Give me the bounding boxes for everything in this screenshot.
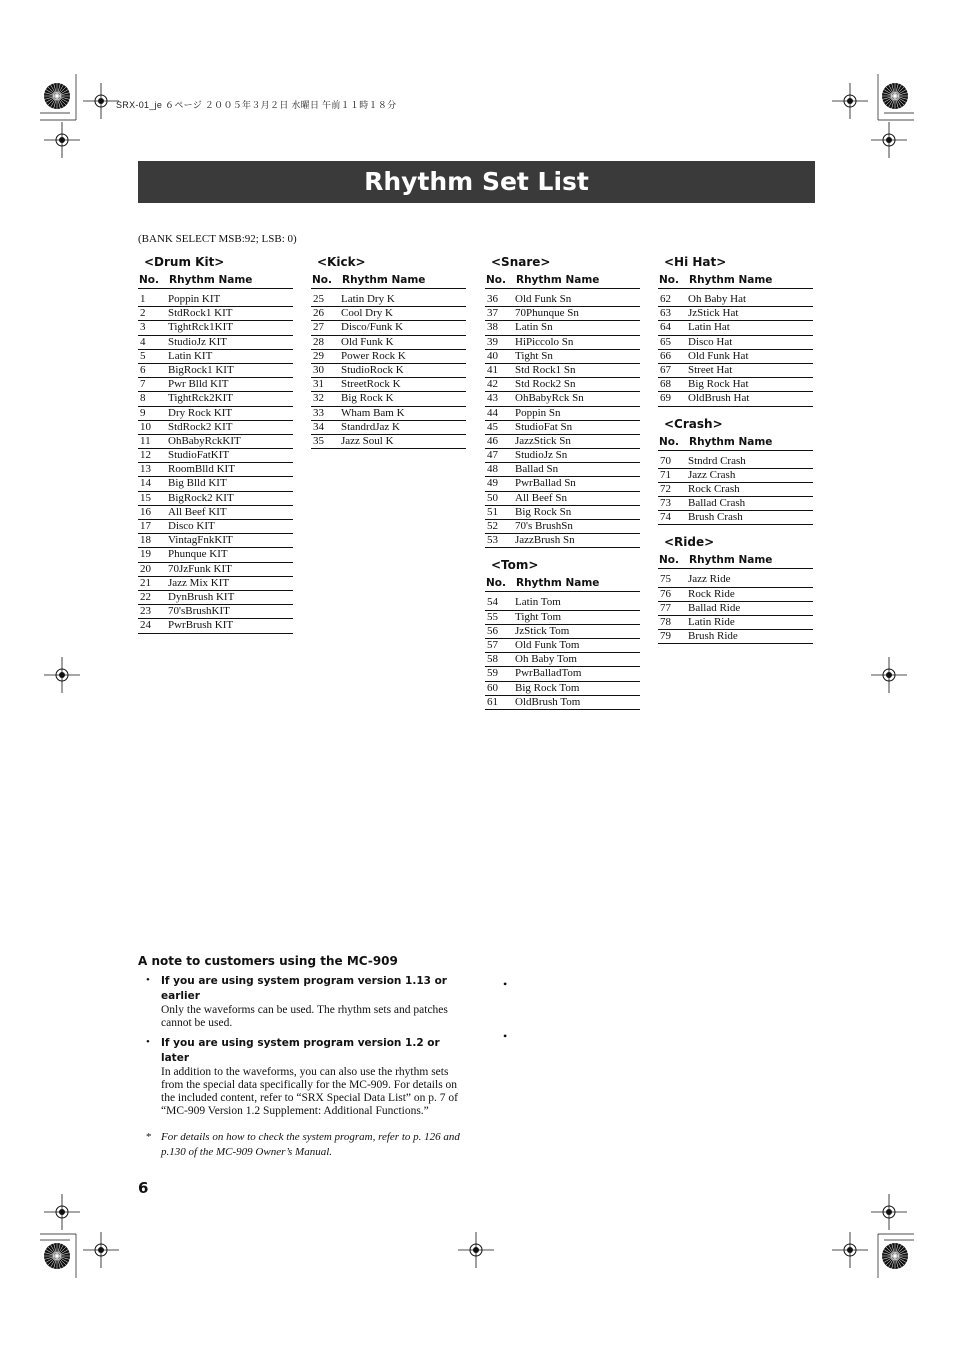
table-row bbox=[485, 506, 640, 520]
rhythm-number: 75 bbox=[660, 573, 671, 586]
rhythm-name: Power Rock K bbox=[341, 349, 406, 362]
table-row bbox=[485, 596, 640, 610]
table-row bbox=[658, 293, 813, 307]
rhythm-name: Big Rock Tom bbox=[515, 681, 580, 694]
table-column bbox=[485, 254, 640, 710]
rhythm-name: All Beef Sn bbox=[515, 491, 567, 504]
table-rows bbox=[485, 293, 640, 548]
rhythm-name: StudioJz KIT bbox=[168, 335, 227, 348]
page-title: Rhythm Set List bbox=[364, 167, 589, 196]
rhythm-name: VintagFnkKIT bbox=[168, 534, 233, 547]
footnote bbox=[138, 1130, 468, 1160]
rhythm-name: Dry Rock KIT bbox=[168, 406, 233, 419]
rhythm-name: Wham Bam K bbox=[341, 406, 405, 419]
table-row bbox=[311, 364, 466, 378]
rhythm-number: 22 bbox=[140, 590, 151, 603]
table-row bbox=[311, 350, 466, 364]
table-row bbox=[485, 364, 640, 378]
rhythm-number: 9 bbox=[140, 406, 146, 419]
rhythm-number: 72 bbox=[660, 482, 671, 495]
table-row bbox=[138, 364, 293, 378]
rhythm-name: Jazz Soul K bbox=[341, 434, 394, 447]
rhythm-number: 71 bbox=[660, 468, 671, 481]
table-row bbox=[658, 364, 813, 378]
section-title: <Ride> bbox=[664, 535, 715, 550]
rhythm-name: Cool Dry K bbox=[341, 307, 393, 320]
rhythm-number: 32 bbox=[313, 392, 324, 405]
table-row bbox=[138, 563, 293, 577]
rhythm-name: TightRck1KIT bbox=[168, 321, 233, 334]
table-row bbox=[658, 483, 813, 497]
note-item-body: In addition to the waveforms, you can also use the rhythm sets from the special data specifically for the MC-909. For details on the included content, refer to “SRX Special Data List” on p. 7 of “MC-909 Version 1.2 Supplement: Additional Functions.” bbox=[161, 1066, 458, 1117]
rhythm-number: 34 bbox=[313, 420, 324, 433]
rhythm-name: 70Phunque Sn bbox=[515, 307, 579, 320]
note-item-body: Only the waveforms can be used. The rhythm sets and patches cannot be used. bbox=[161, 1004, 448, 1029]
rhythm-number: 33 bbox=[313, 406, 324, 419]
rhythm-number: 77 bbox=[660, 601, 671, 614]
table-row bbox=[138, 463, 293, 477]
table-row bbox=[658, 573, 813, 587]
table-row bbox=[138, 336, 293, 350]
rhythm-name: Disco/Funk K bbox=[341, 321, 404, 334]
rhythm-name: Jazz Ride bbox=[688, 573, 731, 586]
table-row bbox=[138, 435, 293, 449]
rhythm-name: Latin Ride bbox=[688, 616, 735, 628]
print-header-line: SRX-01_je ６ページ ２００５年３月２日 水曜日 午前１１時１８分 bbox=[116, 100, 397, 110]
table-row bbox=[485, 667, 640, 681]
table-header bbox=[658, 274, 813, 289]
rhythm-name: Stndrd Crash bbox=[688, 454, 746, 467]
table-column bbox=[311, 254, 466, 449]
table-row bbox=[138, 520, 293, 534]
rhythm-number: 3 bbox=[140, 321, 146, 334]
rhythm-number: 51 bbox=[487, 505, 498, 518]
header-no: No. bbox=[139, 274, 159, 286]
rhythm-name: Brush Crash bbox=[688, 511, 743, 524]
table-row bbox=[485, 392, 640, 406]
table-row bbox=[138, 307, 293, 321]
table-header bbox=[311, 274, 466, 289]
title-bar bbox=[138, 161, 815, 203]
header-name: Rhythm Name bbox=[516, 577, 600, 590]
rhythm-name: Old Funk Sn bbox=[515, 293, 572, 305]
rhythm-name: Latin Dry K bbox=[341, 293, 395, 305]
table-rows bbox=[311, 293, 466, 449]
rhythm-number: 78 bbox=[660, 616, 671, 628]
rhythm-number: 76 bbox=[660, 587, 671, 600]
table-row bbox=[485, 492, 640, 506]
table-row bbox=[658, 321, 813, 335]
rhythm-name: Big Rock K bbox=[341, 392, 394, 405]
rhythm-number: 13 bbox=[140, 463, 151, 476]
rhythm-name: StreetRock K bbox=[341, 378, 401, 391]
mc909-note bbox=[138, 954, 468, 1160]
rhythm-number: 44 bbox=[487, 406, 498, 419]
table-row bbox=[138, 591, 293, 605]
table-column bbox=[658, 254, 813, 644]
table-row bbox=[311, 293, 466, 307]
table-row bbox=[658, 455, 813, 469]
rhythm-number: 40 bbox=[487, 349, 498, 362]
table-row bbox=[138, 293, 293, 307]
rhythm-number: 73 bbox=[660, 497, 671, 510]
section-title: <Tom> bbox=[491, 558, 539, 573]
rhythm-number: 39 bbox=[487, 335, 498, 348]
rhythm-number: 74 bbox=[660, 511, 671, 524]
rhythm-name: StudioFat Sn bbox=[515, 420, 573, 433]
table-row bbox=[658, 378, 813, 392]
table-row bbox=[658, 630, 813, 644]
table-row bbox=[485, 307, 640, 321]
footnote-text: For details on how to check the system program, refer to p. 126 and p.130 of the MC-909 Owner’s Manual. bbox=[161, 1131, 460, 1158]
rhythm-number: 35 bbox=[313, 434, 324, 447]
rhythm-name: Latin Tom bbox=[515, 596, 561, 609]
rhythm-name: OldBrush Hat bbox=[688, 392, 750, 405]
table-row bbox=[311, 307, 466, 321]
table-rows bbox=[658, 573, 813, 644]
table-row bbox=[485, 611, 640, 625]
table-row bbox=[658, 602, 813, 616]
rhythm-name: All Beef KIT bbox=[168, 505, 227, 518]
rhythm-name: Ballad Ride bbox=[688, 601, 741, 614]
table-row bbox=[658, 511, 813, 525]
table-row bbox=[311, 421, 466, 435]
rhythm-name: 70JzFunk KIT bbox=[168, 562, 232, 575]
rhythm-number: 47 bbox=[487, 449, 498, 462]
table-row bbox=[485, 336, 640, 350]
rhythm-name: StudioFatKIT bbox=[168, 449, 230, 462]
table-row bbox=[485, 639, 640, 653]
table-row bbox=[138, 449, 293, 463]
table-row bbox=[138, 506, 293, 520]
rhythm-name: Std Rock1 Sn bbox=[515, 363, 576, 376]
rhythm-number: 48 bbox=[487, 463, 498, 476]
table-row bbox=[311, 321, 466, 335]
rhythm-number: 14 bbox=[140, 477, 151, 490]
rhythm-name: Poppin Sn bbox=[515, 406, 561, 419]
section-gap bbox=[485, 548, 640, 557]
table-rows bbox=[658, 455, 813, 526]
rhythm-name: Jazz Crash bbox=[688, 468, 736, 481]
rhythm-name: Brush Ride bbox=[688, 630, 738, 643]
table-row bbox=[485, 378, 640, 392]
footnote-mark: * bbox=[146, 1131, 152, 1143]
rhythm-name: OldBrush Tom bbox=[515, 695, 581, 708]
table-row bbox=[485, 293, 640, 307]
rhythm-number: 26 bbox=[313, 307, 324, 320]
rhythm-number: 19 bbox=[140, 548, 151, 561]
section-title: <Drum Kit> bbox=[144, 255, 225, 269]
bullet-glyph: • bbox=[146, 974, 150, 986]
rhythm-number: 45 bbox=[487, 420, 498, 433]
rhythm-name: Big Rock Sn bbox=[515, 505, 572, 518]
rhythm-name: StdRock1 KIT bbox=[168, 307, 233, 320]
table-row bbox=[485, 477, 640, 491]
rhythm-number: 6 bbox=[140, 363, 146, 376]
table-row bbox=[485, 520, 640, 534]
rhythm-name: StandrdJaz K bbox=[341, 420, 400, 433]
rhythm-number: 5 bbox=[140, 349, 146, 362]
table-row bbox=[658, 336, 813, 350]
table-row bbox=[658, 307, 813, 321]
rhythm-number: 31 bbox=[313, 378, 324, 391]
rhythm-number: 1 bbox=[140, 293, 146, 305]
rhythm-number: 38 bbox=[487, 321, 498, 334]
rhythm-number: 55 bbox=[487, 610, 498, 623]
rhythm-name: Latin Hat bbox=[688, 321, 730, 334]
rhythm-number: 50 bbox=[487, 491, 498, 504]
rhythm-number: 66 bbox=[660, 349, 671, 362]
table-row bbox=[138, 421, 293, 435]
table-header bbox=[485, 577, 640, 592]
header-no: No. bbox=[312, 274, 332, 286]
header-no: No. bbox=[659, 554, 679, 567]
rhythm-number: 67 bbox=[660, 363, 671, 376]
note-item-title: If you are using system program version 1.13 or earlier bbox=[161, 975, 447, 1002]
rhythm-name: Phunque KIT bbox=[168, 548, 228, 561]
rhythm-number: 46 bbox=[487, 434, 498, 447]
table-header bbox=[658, 436, 813, 451]
table-rows bbox=[658, 293, 813, 407]
rhythm-number: 7 bbox=[140, 378, 146, 391]
rhythm-name: Big Blld KIT bbox=[168, 477, 227, 490]
section-title: <Crash> bbox=[664, 416, 723, 431]
rhythm-name: Rock Crash bbox=[688, 482, 740, 495]
rhythm-name: Rock Ride bbox=[688, 587, 735, 600]
rhythm-number: 21 bbox=[140, 576, 151, 589]
rhythm-number: 37 bbox=[487, 307, 498, 320]
rhythm-number: 64 bbox=[660, 321, 671, 334]
rhythm-number: 41 bbox=[487, 363, 498, 376]
rhythm-name: Old Funk Hat bbox=[688, 349, 749, 362]
rhythm-number: 27 bbox=[313, 321, 324, 334]
rhythm-number: 36 bbox=[487, 293, 498, 305]
rhythm-number: 24 bbox=[140, 619, 151, 632]
header-name: Rhythm Name bbox=[516, 274, 600, 286]
header-no: No. bbox=[486, 577, 506, 590]
header-no: No. bbox=[659, 274, 679, 286]
bullet-glyph: • bbox=[503, 977, 508, 991]
rhythm-number: 25 bbox=[313, 293, 324, 305]
bullet-glyph: • bbox=[146, 1036, 150, 1048]
rhythm-name: StudioJz Sn bbox=[515, 449, 568, 462]
note-item bbox=[138, 974, 468, 1030]
table-row bbox=[658, 497, 813, 511]
section-title: <Snare> bbox=[491, 255, 551, 269]
rhythm-name: OhBabyRckKIT bbox=[168, 434, 241, 447]
rhythm-number: 58 bbox=[487, 653, 498, 666]
rhythm-number: 68 bbox=[660, 378, 671, 391]
rhythm-number: 30 bbox=[313, 363, 324, 376]
table-row bbox=[138, 378, 293, 392]
table-row bbox=[485, 421, 640, 435]
rhythm-number: 70 bbox=[660, 454, 671, 467]
rhythm-number: 56 bbox=[487, 624, 498, 637]
rhythm-name: StudioRock K bbox=[341, 363, 404, 376]
rhythm-number: 11 bbox=[140, 434, 151, 447]
rhythm-name: OhBabyRck Sn bbox=[515, 392, 584, 405]
rhythm-number: 4 bbox=[140, 335, 146, 348]
header-name: Rhythm Name bbox=[342, 274, 426, 286]
section-title: <Kick> bbox=[317, 255, 366, 269]
rhythm-name: Pwr Blld KIT bbox=[168, 378, 229, 391]
table-header bbox=[658, 554, 813, 569]
table-rows bbox=[138, 293, 293, 634]
table-row bbox=[485, 321, 640, 335]
rhythm-name: DynBrush KIT bbox=[168, 590, 235, 603]
table-rows bbox=[485, 596, 640, 710]
header-name: Rhythm Name bbox=[689, 554, 773, 567]
table-column bbox=[138, 254, 293, 634]
table-row bbox=[658, 350, 813, 364]
rhythm-number: 53 bbox=[487, 534, 498, 547]
table-row bbox=[485, 463, 640, 477]
section-title: <Hi Hat> bbox=[664, 255, 727, 269]
rhythm-number: 10 bbox=[140, 420, 151, 433]
table-row bbox=[485, 435, 640, 449]
header-name: Rhythm Name bbox=[689, 274, 773, 286]
rhythm-name: JazzBrush Sn bbox=[515, 534, 575, 547]
table-row bbox=[138, 392, 293, 406]
note-item bbox=[138, 1036, 468, 1118]
rhythm-number: 65 bbox=[660, 335, 671, 348]
rhythm-name: Jazz Mix KIT bbox=[168, 576, 230, 589]
rhythm-number: 52 bbox=[487, 520, 498, 532]
rhythm-number: 42 bbox=[487, 378, 498, 391]
table-row bbox=[311, 392, 466, 406]
rhythm-name: Poppin KIT bbox=[168, 293, 221, 305]
rhythm-number: 15 bbox=[140, 491, 151, 504]
rhythm-name: Ballad Sn bbox=[515, 463, 559, 476]
rhythm-number: 79 bbox=[660, 630, 671, 643]
bank-select-note: (BANK SELECT MSB:92; LSB: 0) bbox=[138, 233, 297, 245]
rhythm-name: Latin Sn bbox=[515, 321, 553, 334]
rhythm-name: StdRock2 KIT bbox=[168, 420, 233, 433]
header-name: Rhythm Name bbox=[689, 435, 773, 448]
rhythm-name: PwrBalladTom bbox=[515, 667, 582, 680]
table-row bbox=[138, 477, 293, 491]
rhythm-name: RoomBlld KIT bbox=[168, 463, 235, 476]
table-row bbox=[485, 449, 640, 463]
rhythm-name: Old Funk K bbox=[341, 335, 394, 348]
rhythm-name: Std Rock2 Sn bbox=[515, 378, 576, 391]
table-row bbox=[485, 625, 640, 639]
table-row bbox=[485, 696, 640, 710]
table-row bbox=[658, 588, 813, 602]
rhythm-name: BigRock1 KIT bbox=[168, 363, 234, 376]
section-gap bbox=[658, 525, 813, 534]
rhythm-number: 49 bbox=[487, 477, 498, 490]
rhythm-name: Disco KIT bbox=[168, 520, 215, 532]
table-row bbox=[311, 407, 466, 421]
table-header bbox=[485, 274, 640, 289]
rhythm-number: 2 bbox=[140, 307, 146, 320]
table-row bbox=[138, 548, 293, 562]
table-row bbox=[485, 534, 640, 548]
table-row bbox=[485, 653, 640, 667]
table-row bbox=[485, 350, 640, 364]
header-no: No. bbox=[659, 435, 679, 448]
note-item-title: If you are using system program version 1.2 or later bbox=[161, 1037, 440, 1064]
rhythm-number: 54 bbox=[487, 596, 498, 609]
table-row bbox=[311, 435, 466, 449]
rhythm-name: Old Funk Tom bbox=[515, 638, 580, 651]
rhythm-number: 28 bbox=[313, 335, 324, 348]
rhythm-name: Oh Baby Hat bbox=[688, 293, 747, 305]
rhythm-number: 62 bbox=[660, 293, 671, 305]
rhythm-name: Oh Baby Tom bbox=[515, 653, 577, 666]
rhythm-number: 60 bbox=[487, 681, 498, 694]
rhythm-number: 63 bbox=[660, 307, 671, 320]
table-row bbox=[485, 682, 640, 696]
table-row bbox=[311, 378, 466, 392]
table-row bbox=[138, 605, 293, 619]
rhythm-name: JzStick Hat bbox=[688, 307, 739, 320]
table-row bbox=[658, 392, 813, 406]
table-header bbox=[138, 274, 293, 289]
rhythm-name: 70's BrushSn bbox=[515, 520, 573, 532]
table-row bbox=[138, 350, 293, 364]
rhythm-name: BigRock2 KIT bbox=[168, 491, 234, 504]
rhythm-name: TightRck2KIT bbox=[168, 392, 233, 405]
rhythm-number: 12 bbox=[140, 449, 151, 462]
note-heading: A note to customers using the MC-909 bbox=[138, 954, 398, 968]
rhythm-number: 18 bbox=[140, 534, 151, 547]
rhythm-number: 16 bbox=[140, 505, 151, 518]
table-row bbox=[658, 616, 813, 630]
rhythm-name: JazzStick Sn bbox=[515, 434, 571, 447]
rhythm-name: Latin KIT bbox=[168, 349, 213, 362]
table-row bbox=[311, 336, 466, 350]
bullet-glyph: • bbox=[503, 1029, 508, 1043]
page-number: 6 bbox=[138, 1179, 149, 1197]
rhythm-number: 8 bbox=[140, 392, 146, 405]
table-row bbox=[138, 619, 293, 633]
header-no: No. bbox=[486, 274, 506, 286]
section-gap bbox=[658, 407, 813, 416]
rhythm-number: 59 bbox=[487, 667, 498, 680]
rhythm-name: Tight Sn bbox=[515, 349, 553, 362]
rhythm-number: 57 bbox=[487, 638, 498, 651]
table-row bbox=[658, 469, 813, 483]
table-row bbox=[138, 407, 293, 421]
rhythm-number: 23 bbox=[140, 605, 151, 618]
rhythm-name: PwrBrush KIT bbox=[168, 619, 234, 632]
table-row bbox=[138, 534, 293, 548]
rhythm-name: 70'sBrushKIT bbox=[168, 605, 230, 618]
rhythm-number: 17 bbox=[140, 520, 151, 532]
table-row bbox=[138, 492, 293, 506]
rhythm-name: JzStick Tom bbox=[515, 624, 570, 637]
table-row bbox=[138, 577, 293, 591]
rhythm-number: 61 bbox=[487, 695, 498, 708]
rhythm-number: 29 bbox=[313, 349, 324, 362]
rhythm-number: 20 bbox=[140, 562, 151, 575]
table-row bbox=[485, 407, 640, 421]
rhythm-number: 69 bbox=[660, 392, 671, 405]
rhythm-name: Big Rock Hat bbox=[688, 378, 749, 391]
rhythm-name: Ballad Crash bbox=[688, 497, 746, 510]
rhythm-name: Street Hat bbox=[688, 363, 733, 376]
rhythm-name: Disco Hat bbox=[688, 335, 733, 348]
rhythm-name: HiPiccolo Sn bbox=[515, 335, 574, 348]
rhythm-name: Tight Tom bbox=[515, 610, 562, 623]
rhythm-number: 43 bbox=[487, 392, 498, 405]
header-name: Rhythm Name bbox=[169, 274, 253, 286]
rhythm-name: PwrBallad Sn bbox=[515, 477, 576, 490]
table-row bbox=[138, 321, 293, 335]
